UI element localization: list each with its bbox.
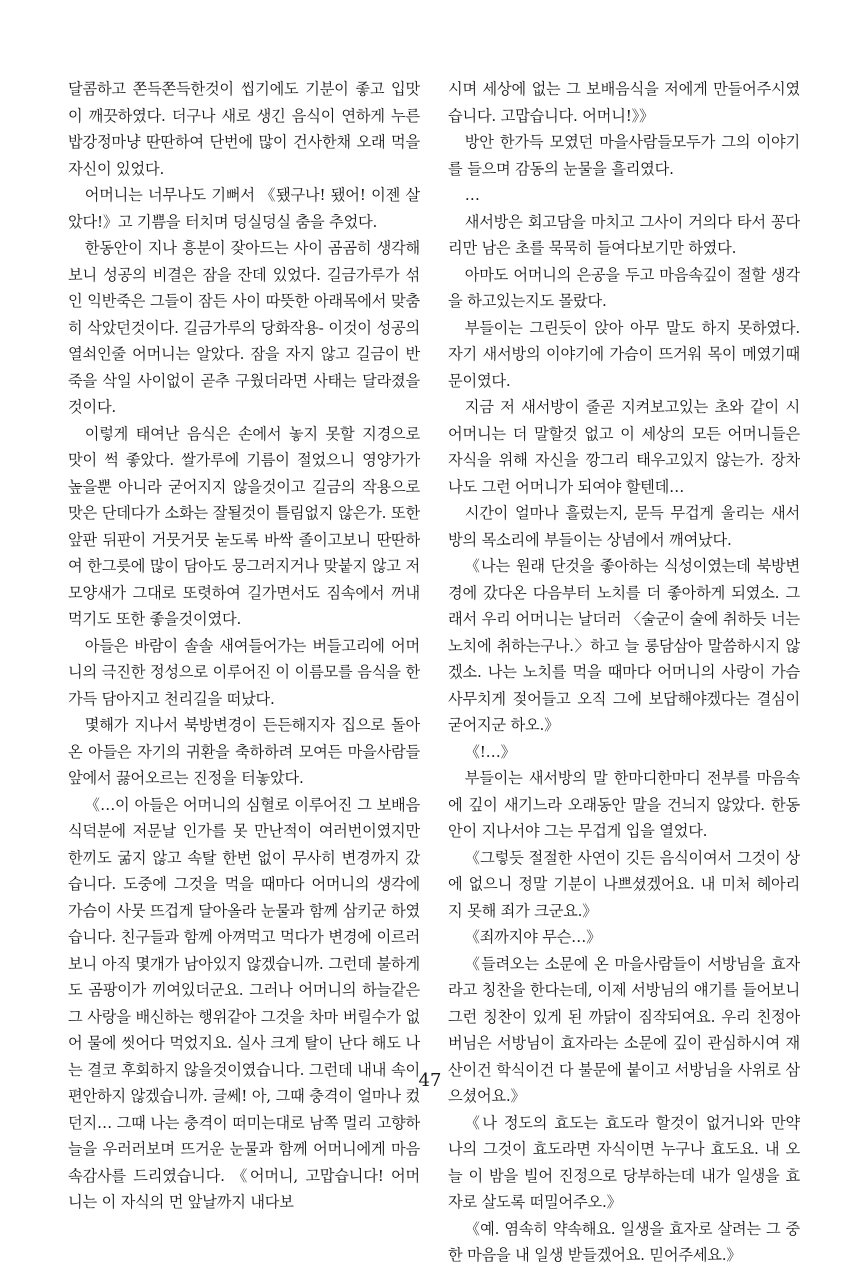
paragraph: 《그렇듯 절절한 사연이 깃든 음식이여서 그것이 상에 없으니 정말 기분이 나쁘셨겠어요. 내 미처 헤아리지 못해 죄가 크군요.》 bbox=[448, 848, 800, 920]
left-text-column bbox=[68, 76, 420, 1216]
paragraph: 《죄까지야 무슨…》 bbox=[464, 928, 602, 946]
paragraph: 부들이는 새서방의 말 한마디한마디 전부를 마음속에 깊이 새기느라 오래동안 말을 건늬지 않았다. 한동안이 지나서야 그는 무겁게 입을 열었다. bbox=[448, 769, 800, 840]
paragraph: 새서방은 회고담을 마치고 그사이 거의다 타서 꽁다리만 남은 초를 묵묵히 들여다보기만 하였다. bbox=[448, 212, 800, 257]
paragraph: 《…이 아들은 어머니의 심혈로 이루어진 그 보배음식덕분에 저문날 인가를 못 만난적이 여러번이였지만 한끼도 굶지 않고 속탈 한번 없이 무사히 변경까지 갔습니다. 도중에 그것을 먹을 때마다 어머니의 생각에 가슴이 사뭇 뜨겁게 달아올라 눈물과 함께 삼키군 하였습니다. 친구들과 함께 아껴먹고 먹다가 변경에 이르러 보니 아직 몇개가 남아있지 않겠습니까. 그런데 불하게도 곰팡이가 끼여있더군요. 그러나 어머니의 하늘같은 그 사랑을 배신하는 행위같아 그것을 차마 버릴수가 없어 물에 씻어다 먹었지요. 실사 크게 탈이 난다 해도 나는 결코 후회하지 않을것이였습니다. 그런데 내내 속이 편안하지 않겠습니까. 글쎄! 아, 그때 충격이 얼마나 컸던지… 그때 나는 충격이 떠미는대로 남쪽 멀리 고향하늘을 우러러보며 뜨거운 눈물과 함께 어머니에게 마음속감사를 드리였습니다. 《어머니, 고맙습니다! 어머니는 이 자식의 먼 앞날까지 내다보 bbox=[68, 795, 420, 1211]
paragraph: 방안 한가득 모였던 마을사람들모두가 그의 이야기를 들으며 감동의 눈물을 흘리였다. bbox=[448, 133, 800, 178]
paragraph: 아마도 어머니의 은공을 두고 마음속깊이 절할 생각을 하고있는지도 몰랐다. bbox=[448, 265, 800, 310]
paragraph: 지금 저 새서방이 줄곧 지켜보고있는 초와 같이 시어머니는 더 말할것 없고 이 세상의 모든 어머니들은 자식을 위해 자신을 깡그리 태우고있지 않는가. 장차 나도 그런 어머니가 되여야 할텐데… bbox=[448, 398, 800, 496]
paragraph: … bbox=[464, 186, 480, 204]
paragraph: 시며 세상에 없는 그 보배음식을 저에게 만들어주시였습니다. 고맙습니다. 어머니!》》 bbox=[448, 80, 800, 125]
paragraph: 《!…》 bbox=[464, 742, 516, 761]
paragraph: 부들이는 그린듯이 앉아 아무 말도 하지 못하였다. 자기 새서방의 이야기에 가슴이 뜨거워 목이 메였기때문이였다. bbox=[448, 318, 800, 390]
paragraph: 《들려오는 소문에 온 마을사람들이 서방님을 효자라고 칭찬을 한다는데, 이제 서방님의 얘기를 들어보니 그런 칭찬이 있게 된 까닭이 짐작되여요. 우리 친정아버님은 서방님이 효자라는 소문에 깊이 관심하시여 재산이건 학식이건 다 불문에 붙이고 서방님을 사위로 삼으셨어요.》 bbox=[448, 954, 800, 1105]
paragraph: 달콤하고 쫀득쫀득한것이 씹기에도 기분이 좋고 입맛이 깨끗하였다. 더구나 새로 생긴 음식이 연하게 누른 밥강정마냥 딴딴하여 단번에 많이 건사한채 오래 먹을 자신이 있었다. bbox=[68, 80, 420, 178]
paragraph: 《나 정도의 효도는 효도라 할것이 없거니와 만약 나의 그것이 효도라면 자식이면 누구나 효도요. 내 오늘 이 밤을 빌어 진정으로 당부하는데 내가 일생을 효자로 살도록 떠밀어주오.》 bbox=[448, 1113, 800, 1211]
paragraph: 어머니는 너무나도 기뻐서 《됐구나! 됐어! 이젠 살았다!》고 기쁨을 터치며 덩실덩실 춤을 추었다. bbox=[68, 186, 420, 231]
paragraph: 한동안이 지나 흥분이 잦아드는 사이 곰곰히 생각해보니 성공의 비결은 잠을 잔데 있었다. 길금가루가 섞인 익반죽은 그들이 잠든 사이 따뜻한 아래목에서 맞춤히 삭았던것이다. 길금가루의 당화작용- 이것이 성공의 열쇠인줄 어머니는 알았다. 잠을 자지 않고 길금이 반죽을 삭일 사이없이 곧추 구웠더라면 사태는 달라졌을것이다. bbox=[68, 239, 420, 416]
page-number: 47 bbox=[418, 1070, 442, 1091]
paragraph: 《나는 원래 단것을 좋아하는 식성이였는데 북방변경에 갔다온 다음부터 노치를 더 좋아하게 되였소. 그래서 우리 어머니는 날더러 〈술군이 술에 취하듯 너는 노치에 취하는구나.〉하고 늘 롱담삼아 말씀하시지 않겠소. 나는 노치를 먹을 때마다 어머니의 사랑이 가슴사무치게 젖어들고 오직 그에 보답해야겠다는 결심이 굳어지군 하오.》 bbox=[448, 557, 800, 734]
paragraph: 《예. 염속히 약속해요. 일생을 효자로 살려는 그 중한 마음을 내 일생 받들겠어요. 믿어주세요.》 bbox=[448, 1219, 800, 1264]
paragraph: 몇해가 지나서 북방변경이 든든해지자 집으로 돌아온 아들은 자기의 귀환을 축하하려 모여든 마을사람들앞에서 끓어오르는 진정을 터놓았다. bbox=[68, 716, 420, 787]
paragraph: 이렇게 태여난 음식은 손에서 놓지 못할 지경으로 맛이 썩 좋았다. 쌀가루에 기름이 절었으니 영양가가 높을뿐 아니라 굳어지지 않을것이고 길금의 작용으로 맛은 단데다가 소화는 잘될것이 틀림없지 않은가. 또한 앞판 뒤판이 거뭇거뭇 눋도록 바싹 졸이고보니 딴딴하여 한그릇에 많이 담아도 뭉그러지거나 맞붙지 않고 저 모양새가 그대로 또렷하여 길가면서도 짐속에서 꺼내먹기도 또한 좋을것이였다. bbox=[68, 424, 420, 628]
paragraph: 시간이 얼마나 흘렀는지, 문득 무겁게 울리는 새서방의 목소리에 부들이는 상념에서 깨여났다. bbox=[448, 504, 800, 549]
paragraph: 아들은 바람이 솔솔 새여들어가는 버들고리에 어머니의 극진한 정성으로 이루어진 이 이름모를 음식을 한가득 담아지고 천리길을 떠났다. bbox=[68, 636, 420, 708]
